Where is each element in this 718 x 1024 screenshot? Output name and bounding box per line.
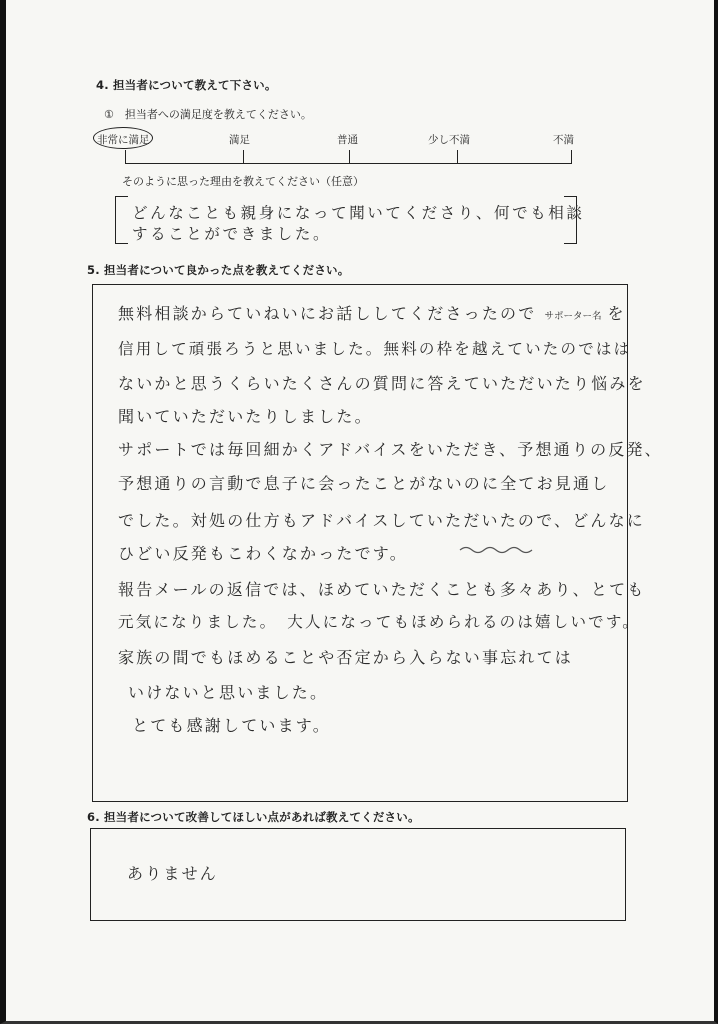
reason-line-1: どんなことも親身になって聞いてくださり、何でも相談 xyxy=(132,204,585,222)
q5-line-9: 報告メールの返信では、ほめていただくことも多々あり、とても xyxy=(118,580,646,599)
q5-title: 5. 担当者について良かった点を教えてください。 xyxy=(87,263,350,277)
scale-label-neutral[interactable]: 普通 xyxy=(337,134,358,146)
q6-title: 6. 担当者について改善してほしい点があれば教えてください。 xyxy=(87,810,420,824)
scale-tick xyxy=(125,150,126,164)
q5-line-10: 元気になりました。 大人になってもほめられるのは嬉しいです。 xyxy=(118,613,641,631)
q5-line-3: ないかと思うくらいたくさんの質問に答えていただいたり悩みを xyxy=(118,374,646,393)
scale-tick xyxy=(571,150,572,164)
scale-label-satisfied[interactable]: 満足 xyxy=(229,134,250,146)
scale-label-dissatisfied[interactable]: 不満 xyxy=(553,134,574,146)
q5-line-1: 無料相談からていねいにお話ししてくださったので サポーター名 を xyxy=(118,304,626,323)
q5-line-2: 信用して頑張ろうと思いました。無料の枠を越えていたのではは xyxy=(118,340,632,358)
q5-line-5: サポートでは毎回細かくアドバイスをいただき、予想通りの反発、 xyxy=(118,440,663,459)
supporter-name-label: サポーター名 xyxy=(544,311,602,322)
q6-answer: ありません xyxy=(127,864,219,883)
q4-sub-question: ① 担当者への満足度を教えてください。 xyxy=(104,108,312,121)
scale-tick xyxy=(349,150,350,164)
q5-line-13: とても感謝しています。 xyxy=(132,716,331,735)
scale-tick xyxy=(243,150,244,164)
reason-line-2: することができました。 xyxy=(132,225,332,243)
q5-line-12: いけないと思いました。 xyxy=(128,683,329,702)
reason-prompt: そのように思った理由を教えてください（任意） xyxy=(122,175,364,188)
q5-line-6: 予想通りの言動で息子に会ったことがないのに全てお見通し xyxy=(118,474,610,493)
q5-line-4: 聞いていただいたりしました。 xyxy=(118,407,373,426)
q4-title: 4. 担当者について教えて下さい。 xyxy=(96,78,277,92)
q5-line-8: ひどい反発もこわくなかったです。 xyxy=(118,544,408,563)
scale-label-very-satisfied[interactable]: 非常に満足 xyxy=(97,134,150,146)
q5-line-11: 家族の間でもほめることや否定から入らない事忘れては xyxy=(118,648,574,667)
squiggle-mark xyxy=(458,544,538,556)
reason-bracket-left xyxy=(115,196,128,244)
scale-label-slightly-dissatisfied[interactable]: 少し不満 xyxy=(428,134,470,146)
q5-line-7: でした。対処の仕方もアドバイスしていただいたので、どんなに xyxy=(118,511,646,530)
scale-tick xyxy=(457,150,458,164)
